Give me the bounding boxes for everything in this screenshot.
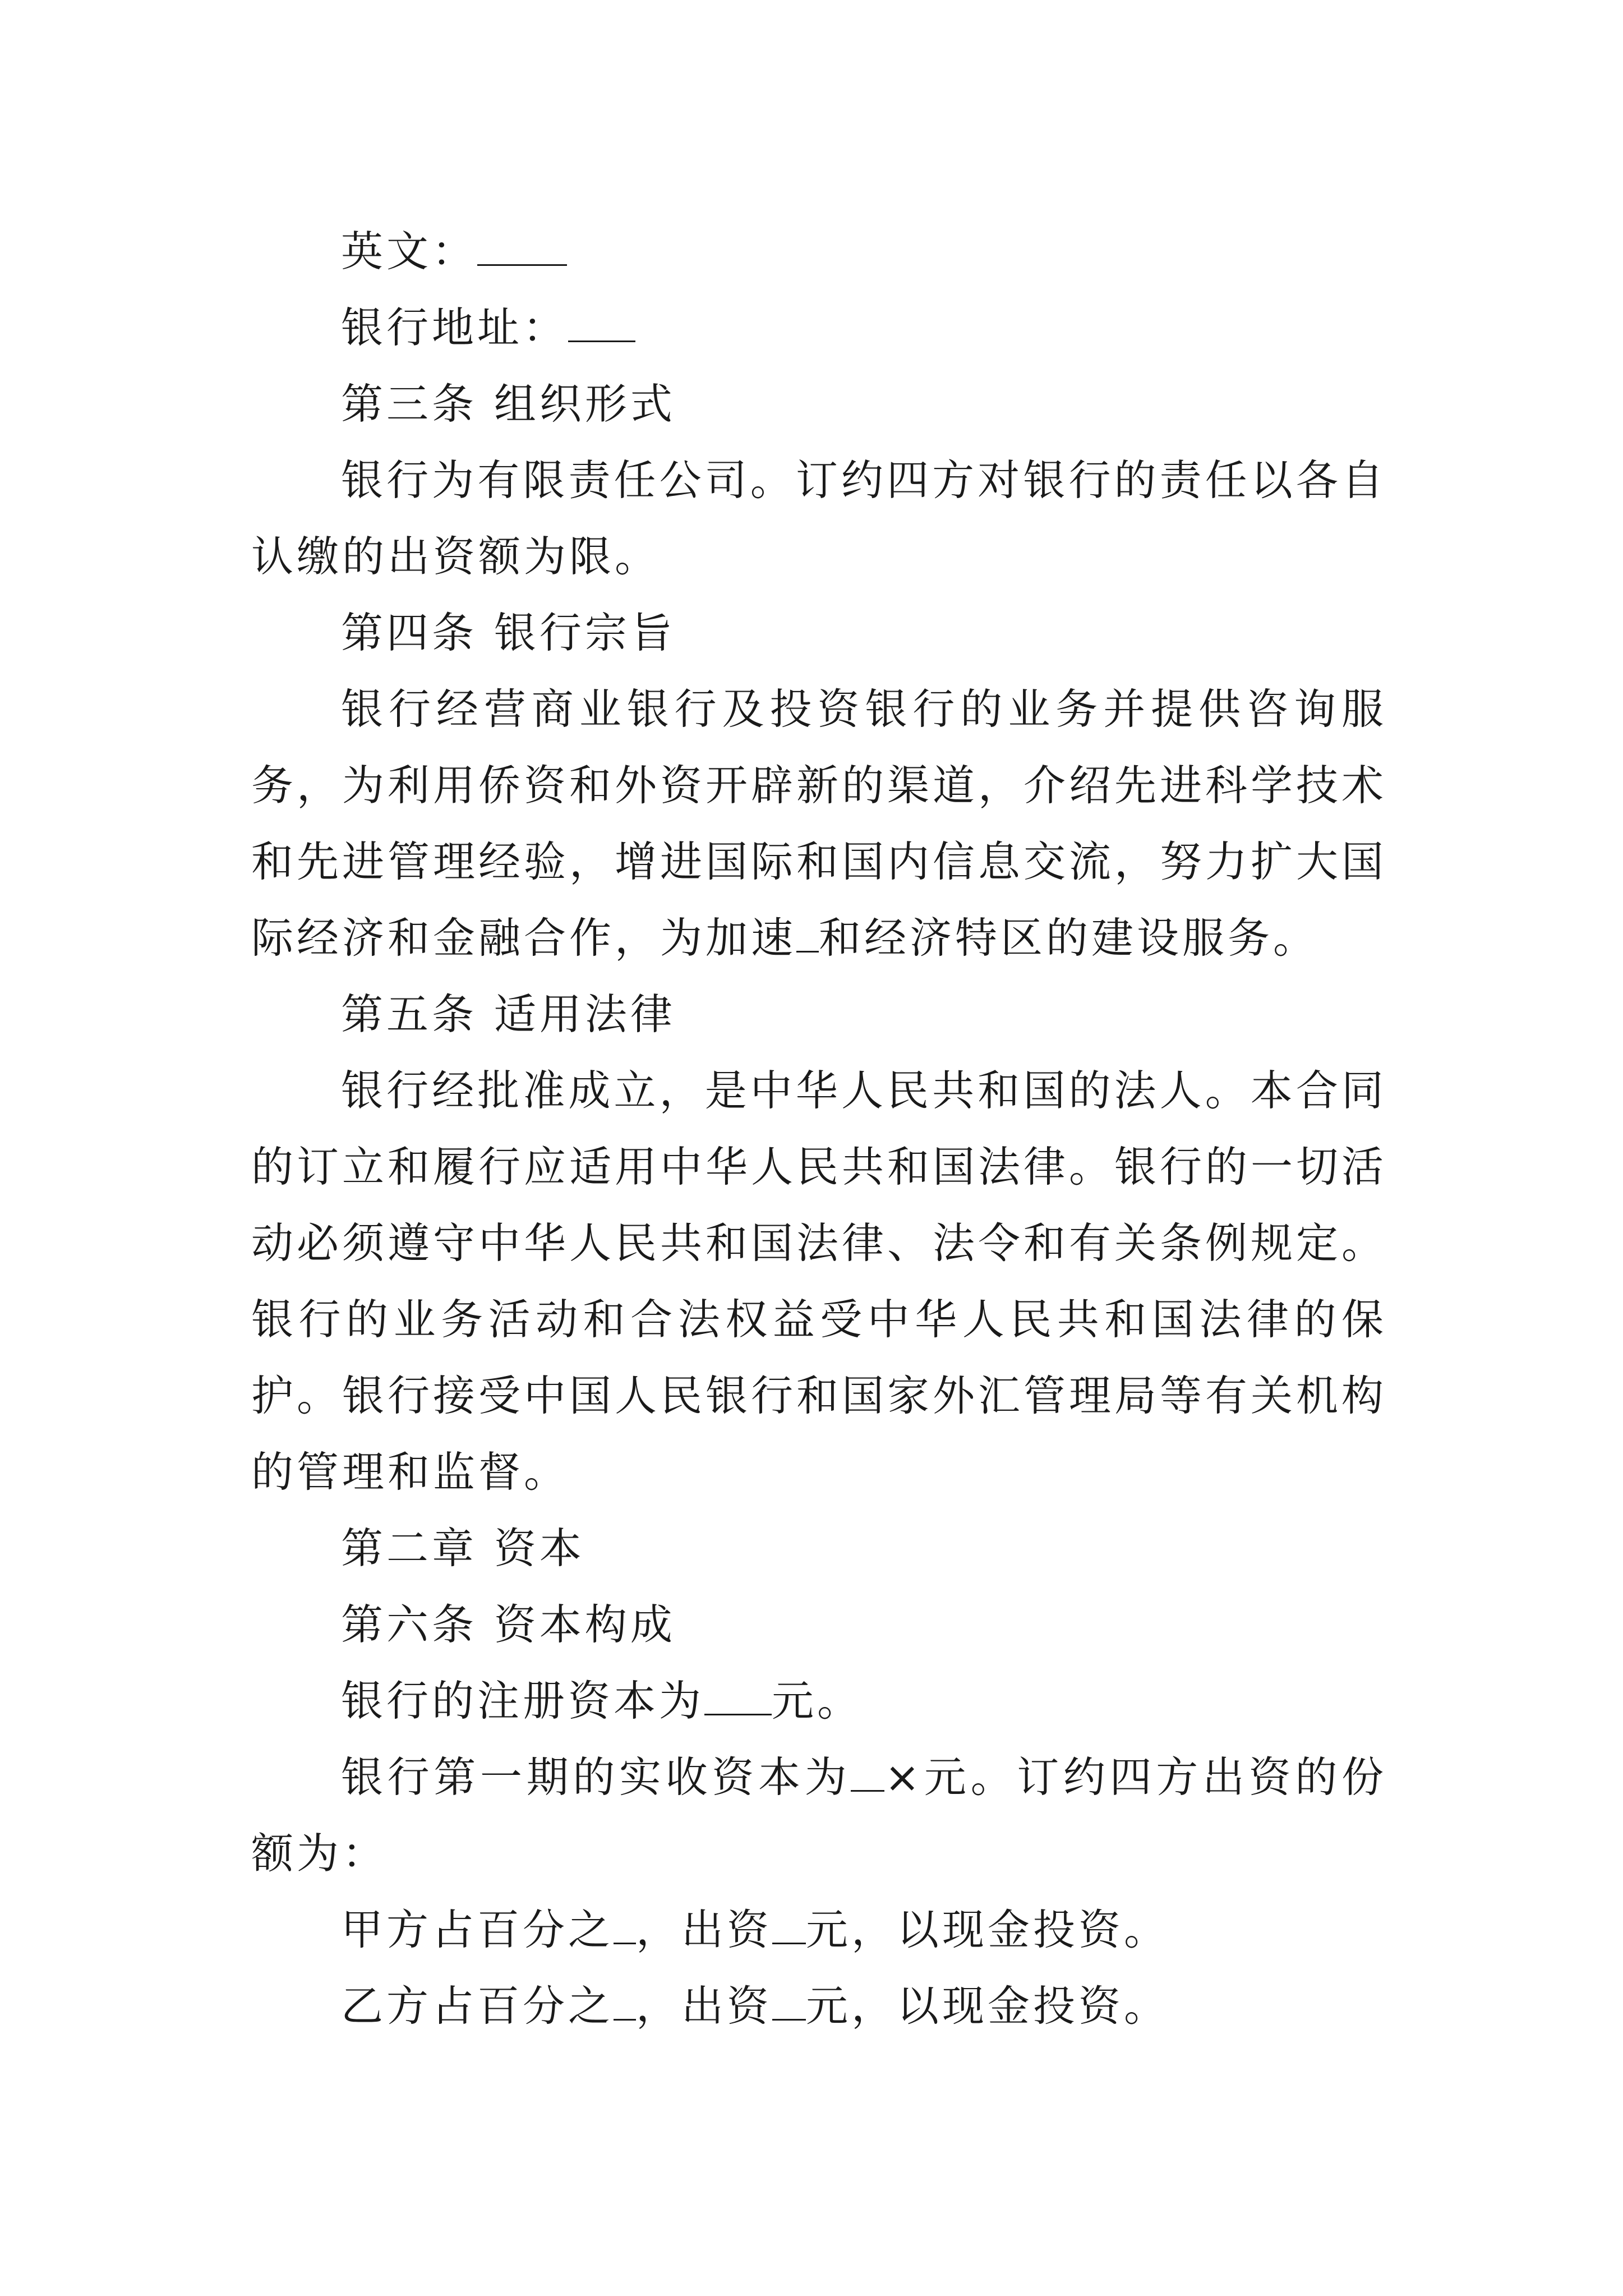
english-name-label: 英文： xyxy=(341,227,478,276)
registered-capital-blank xyxy=(704,1679,772,1715)
paid-in-blank xyxy=(851,1755,884,1792)
party-a-amount-blank xyxy=(772,1908,806,1944)
party-b-line xyxy=(251,1968,1387,2044)
article-4-body-part2: 和经济特区的建设服务。 xyxy=(819,913,1319,963)
bank-address-label: 银行地址： xyxy=(341,303,569,352)
article-5-body: 银行经批准成立，是中华人民共和国的法人。本合同的订立和履行应适用中华人民共和国法律。银行的一切活动必须遵守中华人民共和国法律、法令和有关条例规定。银行的业务活动和合法权益受中华人民共和国法律的保护。银行接受中国人民银行和国家外汇管理局等有关机构的管理和监督。 xyxy=(251,1066,1387,1497)
paid-in-middle: ×元。订约四方出资的份额为： xyxy=(251,1752,1387,1878)
article-3-title: 第三条 组织形式 xyxy=(341,379,676,429)
party-a-mid: ，出资 xyxy=(636,1905,773,1954)
registered-capital-suffix: 元。 xyxy=(772,1676,863,1726)
party-b-suffix: 元，以现金投资。 xyxy=(806,1981,1170,2031)
paid-in-capital-line xyxy=(251,1739,1387,1892)
party-a-prefix: 甲方占百分之 xyxy=(341,1905,614,1954)
party-b-prefix: 乙方占百分之 xyxy=(341,1981,614,2031)
party-b-mid: ，出资 xyxy=(636,1981,773,2031)
bank-address-line xyxy=(251,289,1387,366)
article-4-blank xyxy=(796,916,819,953)
chapter-2-title: 第二章 资本 xyxy=(341,1524,585,1573)
party-a-percent-blank xyxy=(614,1908,636,1944)
article-4-body-part1: 银行经营商业银行及投资银行的业务并提供咨询服务，为利用侨资和外资开辟新的渠道，介绍先进科学技术和先进管理经验，增进国际和国内信息交流，努力扩大国际经济和金融合作，为加速 xyxy=(251,684,1387,963)
paid-in-prefix: 银行第一期的实收资本为 xyxy=(341,1752,851,1802)
bank-address-blank xyxy=(568,306,635,342)
registered-capital-line xyxy=(251,1663,1387,1739)
registered-capital-prefix: 银行的注册资本为 xyxy=(341,1676,705,1726)
article-4-body xyxy=(251,671,1387,976)
party-a-line xyxy=(251,1892,1387,1968)
article-4-title: 第四条 银行宗旨 xyxy=(341,608,676,657)
article-6-title: 第六条 资本构成 xyxy=(341,1600,676,1649)
article-3-body: 银行为有限责任公司。订约四方对银行的责任以各自认缴的出资额为限。 xyxy=(251,455,1387,581)
article-5-title: 第五条 适用法律 xyxy=(341,990,676,1039)
party-b-amount-blank xyxy=(772,1984,806,2021)
document-body xyxy=(251,213,1387,2044)
party-b-percent-blank xyxy=(614,1984,636,2021)
party-a-suffix: 元，以现金投资。 xyxy=(806,1905,1170,1954)
english-name-line xyxy=(251,213,1387,289)
english-name-blank xyxy=(477,229,567,266)
